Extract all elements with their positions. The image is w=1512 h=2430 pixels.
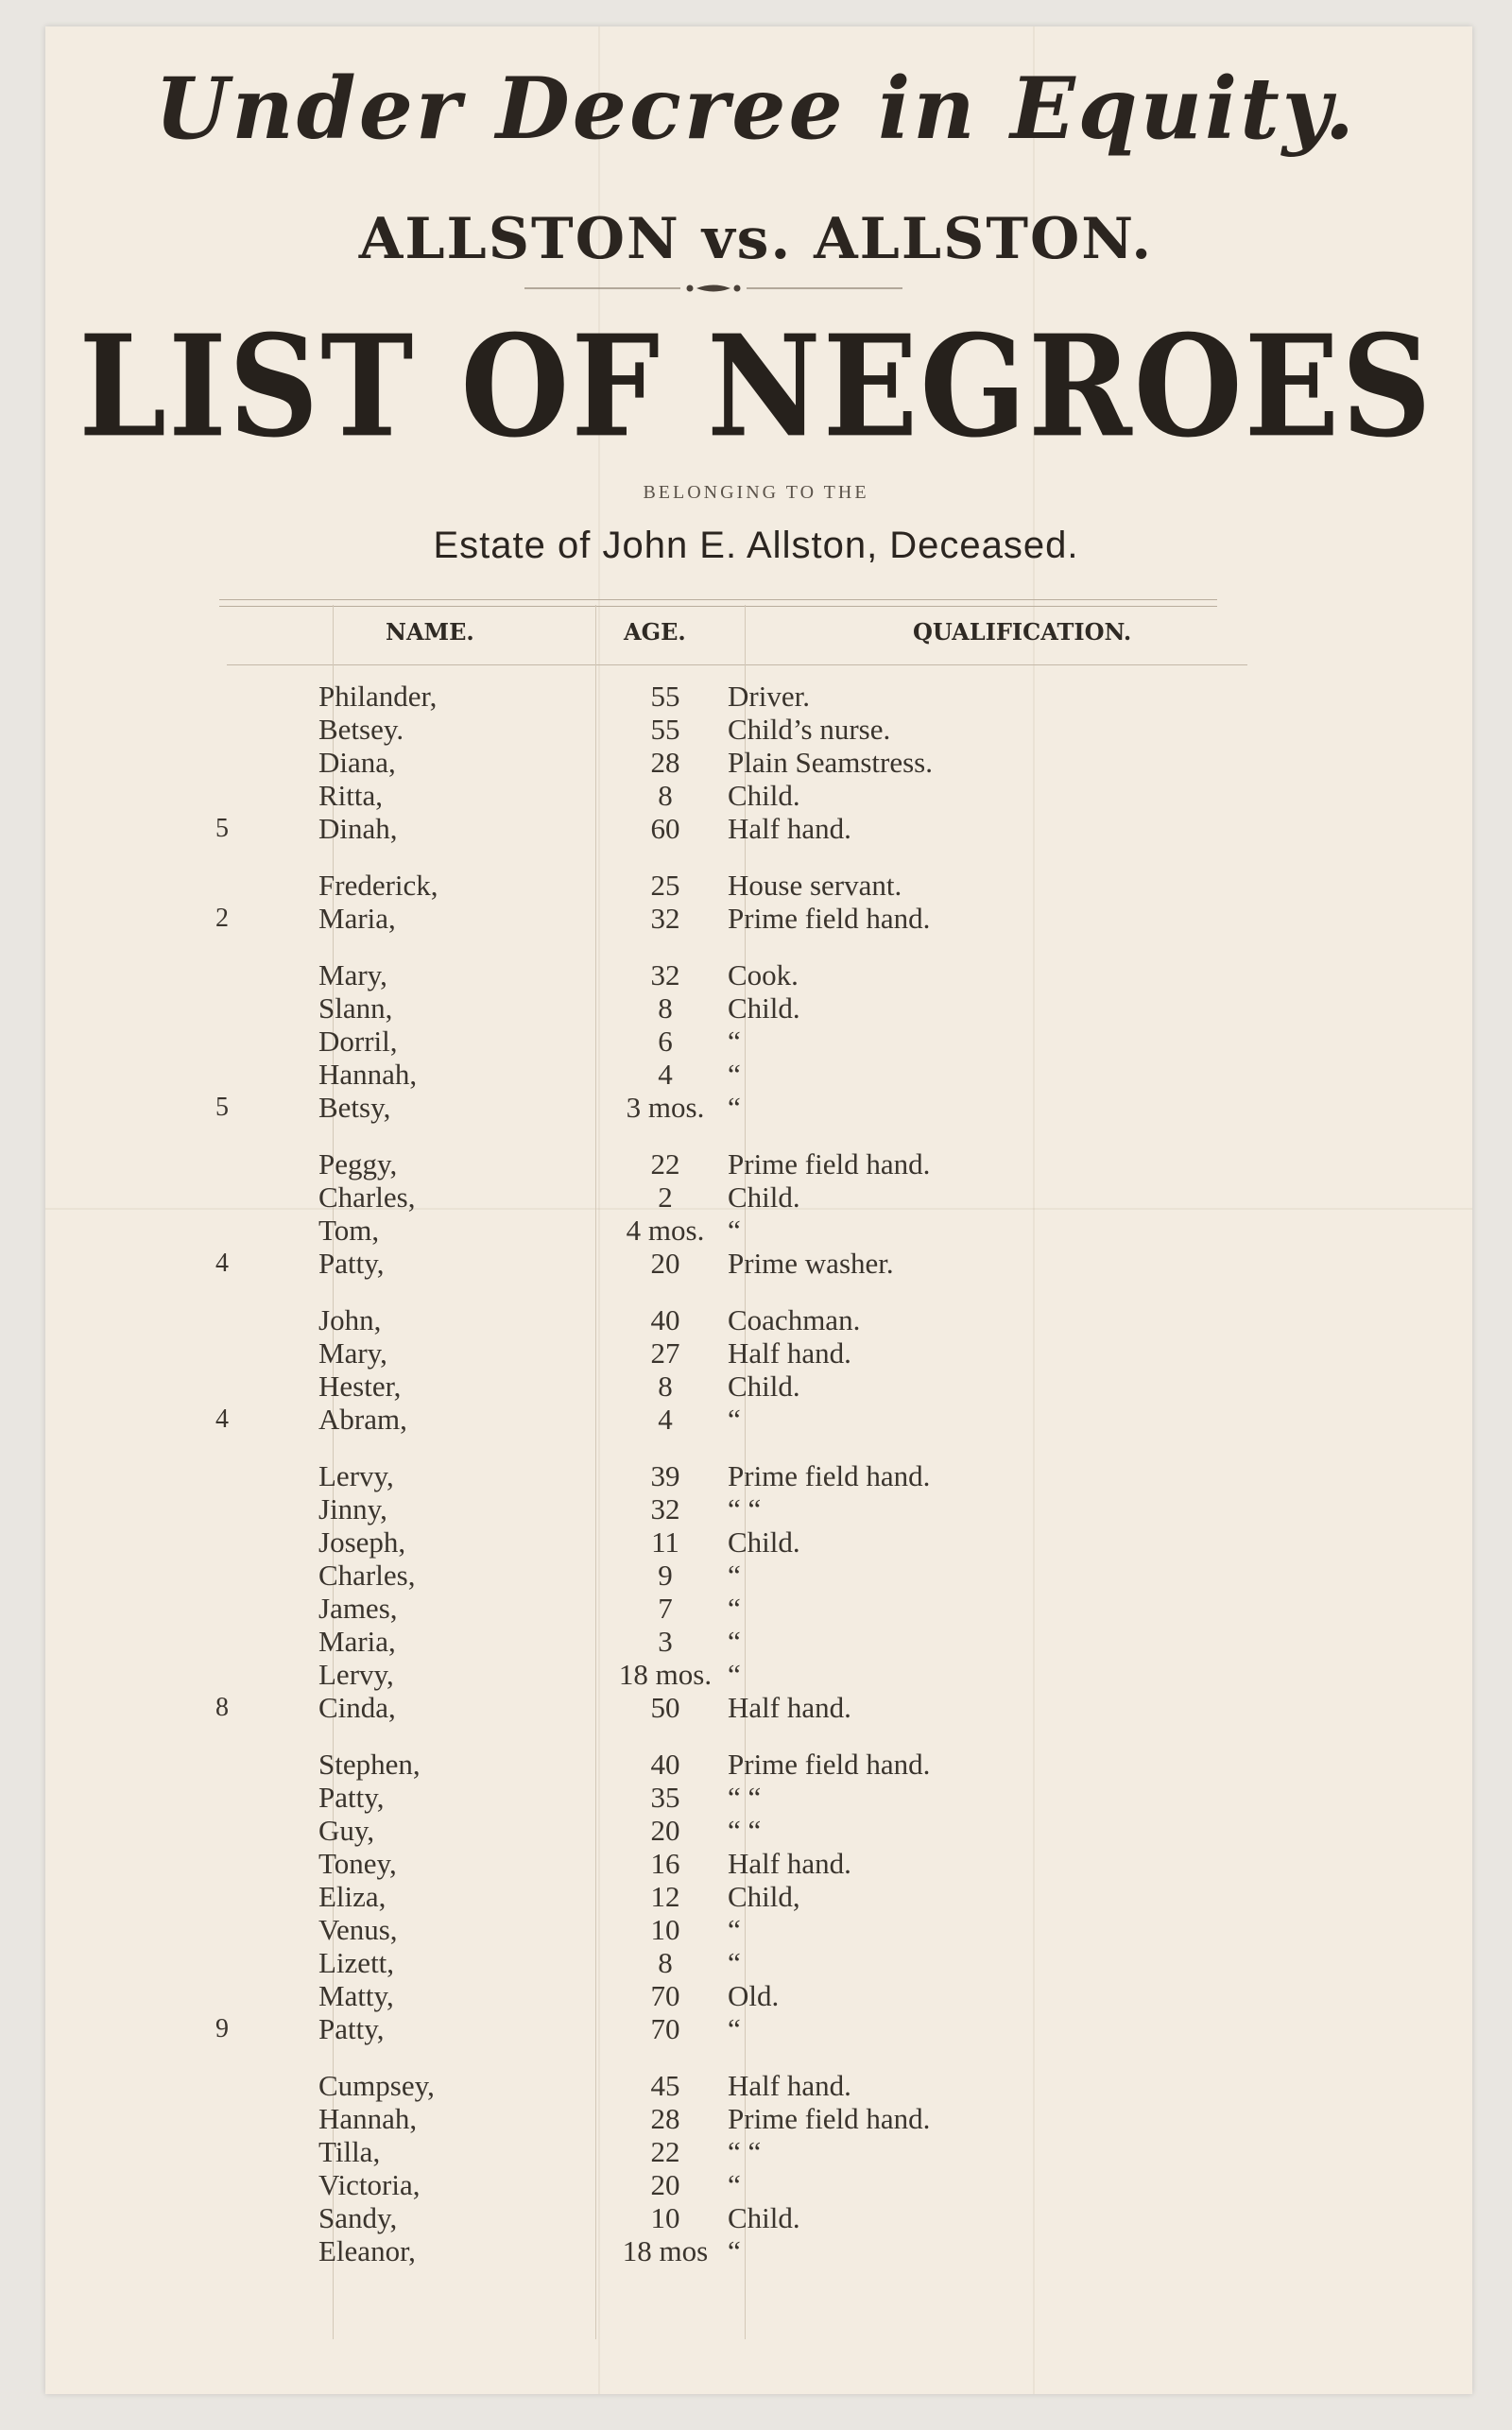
row-name: Charles, [318,1559,416,1592]
row-count: 8 [215,1693,229,1722]
table-row [0,1914,1512,1946]
row-name: Joseph, [318,1525,406,1559]
row-qualification: Cook. [728,958,799,991]
row-age: 32 [650,958,680,991]
row-age: 20 [650,1247,680,1280]
table-row [0,1493,1512,1525]
estate-line: Estate of John E. Allston, Deceased. [433,525,1079,566]
row-qualification: “ [728,2168,741,2201]
row-name: Slann, [318,991,393,1025]
row-name: Matty, [318,1979,394,2012]
row-age: 55 [650,680,680,713]
table-row [0,1782,1512,1814]
title-under-decree: Under Decree in Equity. [154,59,1358,159]
row-qualification: Prime field hand. [728,1748,931,1781]
row-age: 27 [650,1336,680,1370]
table-row [0,992,1512,1025]
row-age: 16 [650,1847,680,1880]
row-name: Abram, [318,1403,407,1436]
row-qualification: “ “ [728,1781,762,1814]
row-age: 45 [650,2069,680,2102]
table-row [0,1692,1512,1724]
row-qualification: Child. [728,1525,800,1559]
row-age: 8 [658,991,673,1025]
row-qualification: Coachman. [728,1303,861,1336]
table-row [0,747,1512,779]
row-age: 32 [650,902,680,935]
table-row [0,1749,1512,1781]
row-age: 11 [651,1525,679,1559]
row-name: Maria, [318,1625,396,1658]
row-name: Mary, [318,958,387,991]
row-qualification: House servant. [728,869,902,902]
row-name: Sandy, [318,2201,398,2234]
row-count: 2 [215,904,229,933]
row-qualification: Child’s nurse. [728,713,891,746]
row-qualification: “ [728,2234,741,2267]
row-qualification: “ [728,1214,741,1247]
row-age: 18 mos [622,2234,709,2267]
table-row [0,1059,1512,1091]
row-age: 4 [658,1058,673,1091]
table-row [0,2169,1512,2201]
row-name: Guy, [318,1814,375,1847]
row-name: Diana, [318,746,396,779]
row-age: 10 [650,2201,680,2234]
row-age: 50 [650,1691,680,1724]
row-qualification: “ [728,2012,741,2045]
row-name: Maria, [318,902,396,935]
row-name: Tom, [318,1214,380,1247]
table-row [0,2013,1512,2045]
row-qualification: “ [728,1658,741,1691]
table-row [0,1980,1512,2012]
row-count: 4 [215,1249,229,1278]
row-age: 70 [650,2012,680,2045]
row-qualification: Child. [728,2201,800,2234]
row-age: 22 [650,1147,680,1181]
table-row [0,903,1512,935]
table-row [0,1526,1512,1559]
row-qualification: Child. [728,779,800,812]
row-name: Hannah, [318,1058,418,1091]
row-name: Cumpsey, [318,2069,435,2102]
row-name: Lervy, [318,1459,394,1492]
row-name: Patty, [318,2012,385,2045]
row-name: Cinda, [318,1691,396,1724]
row-qualification: Prime field hand. [728,2102,931,2135]
row-age: 4 mos. [626,1214,705,1247]
row-age: 28 [650,746,680,779]
table-row [0,2070,1512,2102]
table-row [0,1626,1512,1658]
row-qualification: Child. [728,991,800,1025]
row-age: 32 [650,1492,680,1525]
row-age: 60 [650,812,680,845]
table-row [0,959,1512,991]
row-name: Dinah, [318,812,398,845]
row-name: Hannah, [318,2102,418,2135]
row-name: Lizett, [318,1946,395,1979]
row-name: Betsey. [318,713,404,746]
table-row [0,1560,1512,1592]
ornament-divider [477,282,950,295]
row-qualification: Prime field hand. [728,902,931,935]
row-qualification: Half hand. [728,1336,851,1370]
row-name: Eliza, [318,1880,387,1913]
row-name: Charles, [318,1181,416,1214]
row-age: 55 [650,713,680,746]
table-row [0,1304,1512,1336]
row-age: 3 mos. [626,1091,705,1124]
row-age: 25 [650,869,680,902]
table-row [0,1092,1512,1124]
table-row [0,681,1512,713]
row-age: 4 [658,1403,673,1436]
row-name: Betsy, [318,1091,391,1124]
column-header-qualification: QUALIFICATION. [913,618,1132,646]
row-name: Lervy, [318,1658,394,1691]
row-age: 12 [650,1880,680,1913]
table-row [0,1248,1512,1280]
row-qualification: “ [728,1025,741,1058]
row-age: 18 mos. [618,1658,713,1691]
row-age: 8 [658,779,673,812]
table-row [0,1215,1512,1247]
row-name: John, [318,1303,382,1336]
row-qualification: Child. [728,1370,800,1403]
table-row [0,1947,1512,1979]
row-qualification: “ “ [728,1814,762,1847]
row-age: 6 [658,1025,673,1058]
table-row [0,1460,1512,1492]
title-case-name: ALLSTON vs. ALLSTON. [358,206,1154,272]
row-name: Eleanor, [318,2234,416,2267]
row-name: Hester, [318,1370,402,1403]
row-age: 22 [650,2135,680,2168]
row-qualification: “ [728,1625,741,1658]
row-age: 20 [650,1814,680,1847]
table-row [0,1370,1512,1403]
table-row [0,1181,1512,1214]
row-age: 20 [650,2168,680,2201]
column-header-rule [227,664,1247,665]
title-list: LIST OF NEGROES [78,304,1434,470]
row-age: 9 [658,1559,673,1592]
row-age: 10 [650,1913,680,1946]
table-row [0,813,1512,845]
belonging-subtitle: BELONGING TO THE [643,482,869,503]
row-age: 40 [650,1748,680,1781]
row-name: Venus, [318,1913,398,1946]
row-qualification: “ [728,1559,741,1592]
row-name: Philander, [318,680,438,713]
row-name: Stephen, [318,1748,421,1781]
row-qualification: Half hand. [728,812,851,845]
row-count: 4 [215,1405,229,1434]
row-age: 8 [658,1370,673,1403]
row-name: Frederick, [318,869,438,902]
row-age: 39 [650,1459,680,1492]
row-name: Toney, [318,1847,397,1880]
row-name: Patty, [318,1781,385,1814]
table-row [0,1337,1512,1370]
row-name: Victoria, [318,2168,421,2201]
table-row [0,1148,1512,1181]
row-qualification: Plain Seamstress. [728,746,933,779]
row-age: 35 [650,1781,680,1814]
table-row [0,780,1512,812]
row-name: Mary, [318,1336,387,1370]
row-qualification: Half hand. [728,1691,851,1724]
column-header-name: NAME. [386,618,474,646]
row-qualification: “ [728,1946,741,1979]
row-name: Dorril, [318,1025,398,1058]
table-row [0,2202,1512,2234]
row-count: 9 [215,2014,229,2043]
column-header-age: AGE. [624,618,686,646]
table-row [0,870,1512,902]
table-row [0,714,1512,746]
row-qualification: “ [728,1403,741,1436]
table-row [0,1848,1512,1880]
table-row [0,2136,1512,2168]
row-age: 8 [658,1946,673,1979]
row-name: James, [318,1592,398,1625]
table-row [0,2103,1512,2135]
row-qualification: Child, [728,1880,800,1913]
row-name: Patty, [318,1247,385,1280]
row-age: 7 [658,1592,673,1625]
table-row [0,1404,1512,1436]
row-qualification: “ [728,1592,741,1625]
row-qualification: Half hand. [728,1847,851,1880]
row-qualification: Old. [728,1979,780,2012]
row-qualification: “ “ [728,1492,762,1525]
row-age: 28 [650,2102,680,2135]
table-row [0,1659,1512,1691]
table-row [0,2235,1512,2267]
row-age: 40 [650,1303,680,1336]
row-name: Tilla, [318,2135,381,2168]
row-qualification: Prime field hand. [728,1147,931,1181]
header-rule [219,599,1217,607]
row-name: Ritta, [318,779,384,812]
row-qualification: Driver. [728,680,810,713]
row-name: Peggy, [318,1147,398,1181]
row-qualification: “ [728,1058,741,1091]
row-qualification: Prime washer. [728,1247,894,1280]
row-count: 5 [215,814,229,843]
row-qualification: Half hand. [728,2069,851,2102]
row-qualification: “ [728,1091,741,1124]
row-age: 3 [658,1625,673,1658]
table-row [0,1815,1512,1847]
row-qualification: “ [728,1913,741,1946]
table-row [0,1025,1512,1058]
table-row [0,1881,1512,1913]
table-row [0,1593,1512,1625]
row-age: 70 [650,1979,680,2012]
row-qualification: Child. [728,1181,800,1214]
row-qualification: “ “ [728,2135,762,2168]
row-count: 5 [215,1093,229,1122]
row-name: Jinny, [318,1492,387,1525]
row-qualification: Prime field hand. [728,1459,931,1492]
row-age: 2 [658,1181,673,1214]
